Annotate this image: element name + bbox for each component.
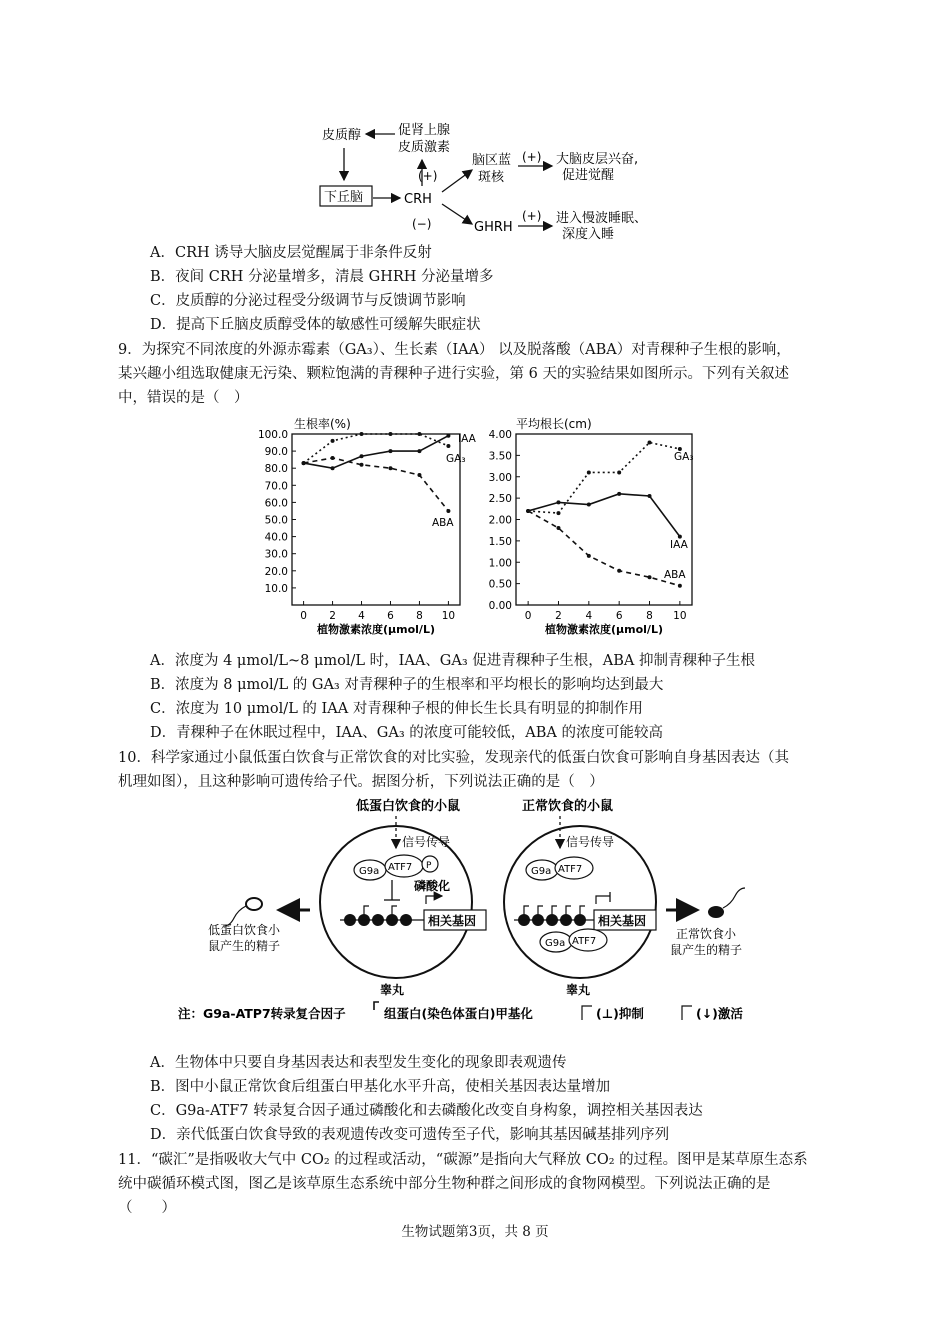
data-point — [617, 492, 621, 496]
y-tick-label: 90.0 — [264, 446, 288, 459]
y-tick-label: 0.50 — [488, 578, 512, 591]
q9-stem-line1: 9．为探究不同浓度的外源赤霉素（GA₃）、生长素（IAA） 以及脱落酸（ABA）对青稞种子生根的影响， — [118, 342, 791, 358]
q9-option-b[interactable]: B．浓度为 8 μmol/L 的 GA₃ 对青稞种子的生根率和平均根长的影响均达到最大 — [150, 677, 664, 693]
p-left: P — [426, 861, 432, 871]
series-line-ABA — [304, 458, 449, 511]
data-point — [388, 449, 392, 453]
cortex-label-1: 大脑皮层兴奋, — [556, 152, 639, 167]
q8-option-b[interactable]: B．夜间 CRH 分泌量增多，清晨 GHRH 分泌量增多 — [150, 269, 494, 285]
chart-title: 平均根长(cm) — [516, 417, 592, 431]
normal-sperm-label-1: 正常饮食小 — [676, 927, 737, 941]
signal-left: 信号传导 — [402, 835, 451, 849]
y-tick-label: 0.00 — [488, 600, 512, 612]
y-tick-label: 70.0 — [264, 480, 288, 493]
y-tick-label: 20.0 — [264, 565, 288, 578]
q10-stem-line1: 10．科学家通过小鼠低蛋白饮食与正常饮食的对比实验，发现亲代的低蛋白饮食可影响自身基因表达（其 — [118, 750, 789, 766]
data-point — [417, 432, 421, 436]
data-point — [302, 461, 306, 465]
epigenetics-diagram — [170, 794, 780, 1034]
q10-option-b[interactable]: B．图中小鼠正常饮食后组蛋白甲基化水平升高，使相关基因表达量增加 — [150, 1079, 611, 1095]
x-tick-label: 6 — [615, 610, 623, 622]
y-tick-label: 30.0 — [264, 548, 288, 561]
x-axis-label: 植物激素浓度(μmol/L) — [317, 623, 435, 636]
gene-right: 相关基因 — [598, 914, 647, 928]
y-tick-label: 80.0 — [264, 463, 288, 476]
y-tick-label: 40.0 — [264, 531, 288, 544]
q11-stem-line1: 11．“碳汇”是指吸收大气中 CO₂ 的过程或活动，“碳源”是指向大气释放 CO₂ 的过程。图甲是某草原生态系 — [118, 1152, 808, 1168]
x-tick-label: 10 — [441, 610, 456, 622]
nucleosomes-right — [514, 906, 596, 926]
data-point — [556, 511, 560, 515]
q9-option-d[interactable]: D．青稞种子在休眠过程中，IAA、GA₃ 的浓度可能较低，ABA 的浓度可能较高 — [150, 725, 663, 741]
y-tick-label: 4.00 — [488, 429, 512, 441]
x-tick-label: 0 — [300, 610, 307, 622]
data-point — [388, 466, 392, 470]
crh-plus: (+) — [418, 169, 438, 183]
y-tick-label: 60.0 — [264, 497, 288, 510]
data-point — [446, 509, 450, 513]
testis-right-label: 睾丸 — [566, 983, 591, 997]
x-axis-label: 植物激素浓度(μmol/L) — [545, 623, 663, 636]
q10-stem-line2: 机理如图），且这种影响可遗传给子代。据图分析，下列说法正确的是（ ） — [118, 774, 604, 790]
q9-option-a[interactable]: A．浓度为 4 μmol/L~8 μmol/L 时，IAA、GA₃ 促进青稞种子生根，ABA 抑制青稞种子生根 — [150, 653, 755, 669]
y-tick-label: 100.0 — [257, 429, 288, 441]
sleep-label-1: 进入慢波睡眠、 — [556, 211, 648, 226]
q8-option-c[interactable]: C．皮质醇的分泌过程受分级调节与反馈调节影响 — [150, 293, 466, 309]
page-footer: 生物试题第3页，共 8 页 — [401, 1224, 549, 1240]
data-point — [587, 470, 591, 474]
ghrh-plus: (+) — [522, 209, 542, 223]
locus-label-2: 斑核 — [478, 170, 505, 185]
q10-option-a[interactable]: A．生物体中只要自身基因表达和表型发生变化的现象即表观遗传 — [150, 1055, 567, 1071]
data-point — [331, 439, 335, 443]
x-tick-label: 4 — [358, 610, 365, 622]
ghrh-label: GHRH — [474, 220, 513, 235]
phos-label: 磷酸化 — [414, 879, 451, 893]
x-tick-label: 4 — [585, 610, 593, 622]
series-label: ABA — [664, 569, 686, 581]
series-line-IAA — [528, 494, 680, 537]
series-line-ABA — [528, 511, 680, 586]
sperm-left — [246, 898, 262, 910]
locus-plus: (+) — [522, 150, 542, 164]
root-length-chart — [470, 412, 710, 644]
series-label: IAA — [670, 539, 688, 551]
data-point — [360, 432, 364, 436]
data-point — [446, 434, 450, 438]
q9-stem-line3: 中，错误的是（ ） — [118, 390, 249, 406]
crh-minus: (−) — [412, 217, 432, 231]
low-sperm-label-1: 低蛋白饮食小 — [208, 923, 281, 937]
atf7-left: ATF7 — [388, 862, 413, 873]
data-point — [417, 473, 421, 477]
g9a-right-bound: G9a — [545, 938, 566, 949]
note-activate: (↓)激活 — [696, 1006, 743, 1021]
data-point — [331, 456, 335, 460]
atf7-right-bound: ATF7 — [572, 936, 597, 947]
hpa-diagram — [300, 118, 660, 242]
normal-sperm-label-2: 鼠产生的精子 — [670, 943, 743, 957]
q10-option-d[interactable]: D．亲代低蛋白饮食导致的表观遗传改变可遗传至子代，影响其基因碱基排列序列 — [150, 1127, 670, 1143]
data-point — [526, 509, 530, 513]
rooting-rate-chart — [250, 412, 480, 644]
series-label: IAA — [458, 433, 476, 445]
x-tick-label: 10 — [673, 610, 687, 622]
x-tick-label: 8 — [646, 610, 653, 622]
low-diet-title: 低蛋白饮食的小鼠 — [356, 799, 461, 814]
y-tick-label: 3.00 — [488, 471, 512, 484]
cortisol-label: 皮质醇 — [322, 128, 362, 143]
data-point — [617, 470, 621, 474]
series-label: GA₃ — [446, 453, 466, 465]
y-tick-label: 50.0 — [264, 514, 288, 527]
data-point — [587, 503, 591, 507]
data-point — [360, 463, 364, 467]
low-sperm-label-2: 鼠产生的精子 — [208, 939, 281, 953]
data-point — [648, 575, 652, 579]
cortex-label-2: 促进觉醒 — [562, 168, 615, 183]
x-tick-label: 0 — [524, 610, 532, 622]
data-point — [331, 466, 335, 470]
data-point — [587, 554, 591, 558]
x-tick-label: 2 — [329, 610, 336, 622]
y-tick-label: 3.50 — [488, 450, 512, 463]
data-point — [556, 500, 560, 504]
data-point — [617, 569, 621, 573]
data-point — [446, 444, 450, 448]
q8-option-d[interactable]: D．提高下丘脑皮质醇受体的敏感性可缓解失眠症状 — [150, 317, 481, 333]
g9a-left: G9a — [359, 866, 380, 877]
series-line-IAA — [304, 436, 449, 468]
series-line-GA₃ — [528, 443, 680, 514]
q9-option-c[interactable]: C．浓度为 10 μmol/L 的 IAA 对青稞种子根的伸长生长具有明显的抑制作用 — [150, 701, 643, 717]
data-point — [678, 584, 682, 588]
q11-stem-line2: 统中碳循环模式图，图乙是该草原生态系统中部分生物种群之间形成的食物网模型。下列说法正确的是 — [118, 1176, 771, 1192]
series-label: ABA — [432, 517, 454, 529]
data-point — [648, 441, 652, 445]
data-point — [678, 535, 682, 539]
hypothalamus-label: 下丘脑 — [324, 190, 364, 205]
data-point — [360, 454, 364, 458]
note-methyl: 组蛋白(染色体蛋白)甲基化 — [384, 1006, 533, 1021]
crh-label: CRH — [404, 192, 432, 207]
note-inhibit: (⊥)抑制 — [596, 1006, 644, 1021]
locus-label-1: 脑区蓝 — [472, 153, 512, 168]
testis-left-label: 睾丸 — [380, 983, 405, 997]
acth-label-1: 促肾上腺 — [398, 123, 451, 138]
atf7-right: ATF7 — [558, 864, 583, 875]
sleep-label-2: 深度入睡 — [562, 227, 615, 242]
sperm-right — [708, 906, 724, 918]
q9-stem-line2: 某兴趣小组选取健康无污染、颗粒饱满的青稞种子进行实验，第 6 天的实验结果如图所示。下列有关叙述 — [118, 366, 789, 382]
y-tick-label: 2.50 — [488, 493, 512, 506]
chart-title: 生根率(%) — [294, 417, 351, 431]
g9a-right: G9a — [531, 866, 552, 877]
y-tick-label: 1.50 — [488, 535, 512, 548]
y-tick-label: 1.00 — [488, 557, 512, 570]
signal-right: 信号传导 — [566, 835, 615, 849]
nucleosomes-left — [340, 906, 424, 926]
acth-label-2: 皮质激素 — [398, 140, 451, 155]
data-point — [648, 494, 652, 498]
note-label: 注：G9a-ATP7转录复合因子 — [178, 1006, 346, 1021]
data-point — [388, 432, 392, 436]
data-point — [417, 449, 421, 453]
data-point — [556, 526, 560, 530]
x-tick-label: 2 — [555, 610, 562, 622]
x-tick-label: 6 — [387, 610, 394, 622]
series-label: GA₃ — [674, 451, 694, 463]
q11-stem-line3: （ ） — [118, 1200, 176, 1216]
q10-option-c[interactable]: C．G9a-ATF7 转录复合因子通过磷酸化和去磷酸化改变自身构象，调控相关基因表达 — [150, 1103, 703, 1119]
x-tick-label: 8 — [416, 610, 423, 622]
gene-left: 相关基因 — [428, 914, 477, 928]
y-tick-label: 2.00 — [488, 514, 512, 527]
normal-diet-title: 正常饮食的小鼠 — [522, 799, 614, 814]
q8-option-a[interactable]: A．CRH 诱导大脑皮层觉醒属于非条件反射 — [150, 245, 432, 261]
y-tick-label: 10.0 — [264, 582, 288, 595]
